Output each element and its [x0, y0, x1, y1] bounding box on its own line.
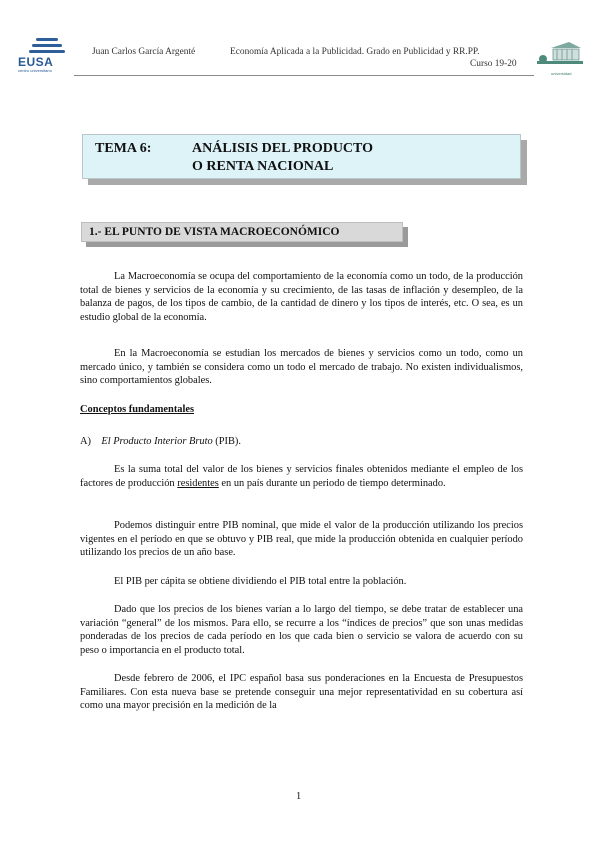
page-number: 1: [296, 791, 302, 802]
paragraph-price-index: [80, 603, 523, 657]
paragraph-text: Podemos distinguir entre PIB nominal, que mide el valor de la producción utilizando los precios vigentes en el período en que se obtuvo y PIB real, que mide la producción obtenida en cualquier período utilizando los precios de un año base.: [80, 520, 523, 559]
paragraph-markets: [80, 347, 523, 388]
title-line-1: ANÁLISIS DEL PRODUCTO: [192, 141, 374, 156]
title-label: TEMA 6:: [95, 141, 152, 156]
logo-stripes-icon: [18, 38, 78, 53]
paragraph-pib-per-capita: [80, 575, 523, 589]
title-line-2: O RENTA NACIONAL: [192, 159, 334, 174]
section-heading: 1.- EL PUNTO DE VISTA MACROECONÓMICO: [89, 226, 340, 238]
paragraph-ipc: [80, 672, 523, 713]
paragraph-pib-nominal-real: [80, 519, 523, 560]
pib-heading: [80, 436, 241, 447]
paragraph-text: Desde febrero de 2006, el IPC español basa sus ponderaciones en la Encuesta de Presupuestos Familiares. Con esta nueva base se pretende conseguir una mejor representatividad en su cobertura así como una mayor precisión en la medición de la: [80, 673, 523, 712]
concepts-heading: Conceptos fundamentales: [80, 404, 195, 415]
university-logo-text: universidad: [551, 71, 572, 76]
paragraph-text: Es la suma total del valor de los bienes y servicios finales obtenidos mediante el empleo de los factores de producción: [80, 464, 523, 489]
pib-prefix: A): [80, 436, 91, 447]
university-logo: [537, 40, 583, 74]
header-year: Curso 19-20: [470, 59, 517, 69]
paragraph-text: En la Macroeconomía se estudian los mercados de bienes y servicios como un todo, como un mercado único, y también se considera como un todo el mercado de trabajo. No existen individualismos, sino comportamientos globales.: [80, 348, 523, 387]
residentes-underlined: residentes: [177, 477, 219, 489]
building-icon: [537, 40, 583, 66]
paragraph-text: Dado que los precios de los bienes varían a lo largo del tiempo, se debe tratar de establecer una variación “general” de los mismos. Para ello, se recurre a los “índices de precios” que son unas medidas ponderadas de los precios de cada período en los que cada bien o servicio se valora de acuerdo con su peso o importancia en el producto total.: [80, 604, 523, 656]
paragraph-text: en un país durante un periodo de tiempo determinado.: [221, 477, 446, 489]
header-course: Economía Aplicada a la Publicidad. Grado en Publicidad y RR.PP.: [230, 47, 480, 57]
logo-subtext: centro universitario: [18, 68, 52, 73]
eusa-logo: [18, 38, 78, 78]
pib-term: El Producto Interior Bruto: [101, 436, 213, 447]
paragraph-text: La Macroeconomía se ocupa del comportamiento de la economía como un todo, de la producción total de bienes y servicios de la economía y su crecimiento, de las tasas de inflación y desempleo, de la balanza de pagos, de los tipos de cambio, de la cantidad de dinero y los tipos de interés, etc. O sea, es un estudio global de la economía.: [80, 271, 523, 323]
paragraph-macroeconomics: [80, 270, 523, 324]
paragraph-pib-definition: [80, 463, 523, 490]
header-rule: [74, 75, 534, 76]
logo-text: EUSA: [18, 55, 54, 69]
paragraph-text: El PIB per cápita se obtiene dividiendo el PIB total entre la población.: [114, 576, 407, 587]
pib-suffix: (PIB).: [215, 436, 241, 447]
header-author: Juan Carlos García Argenté: [92, 47, 196, 57]
